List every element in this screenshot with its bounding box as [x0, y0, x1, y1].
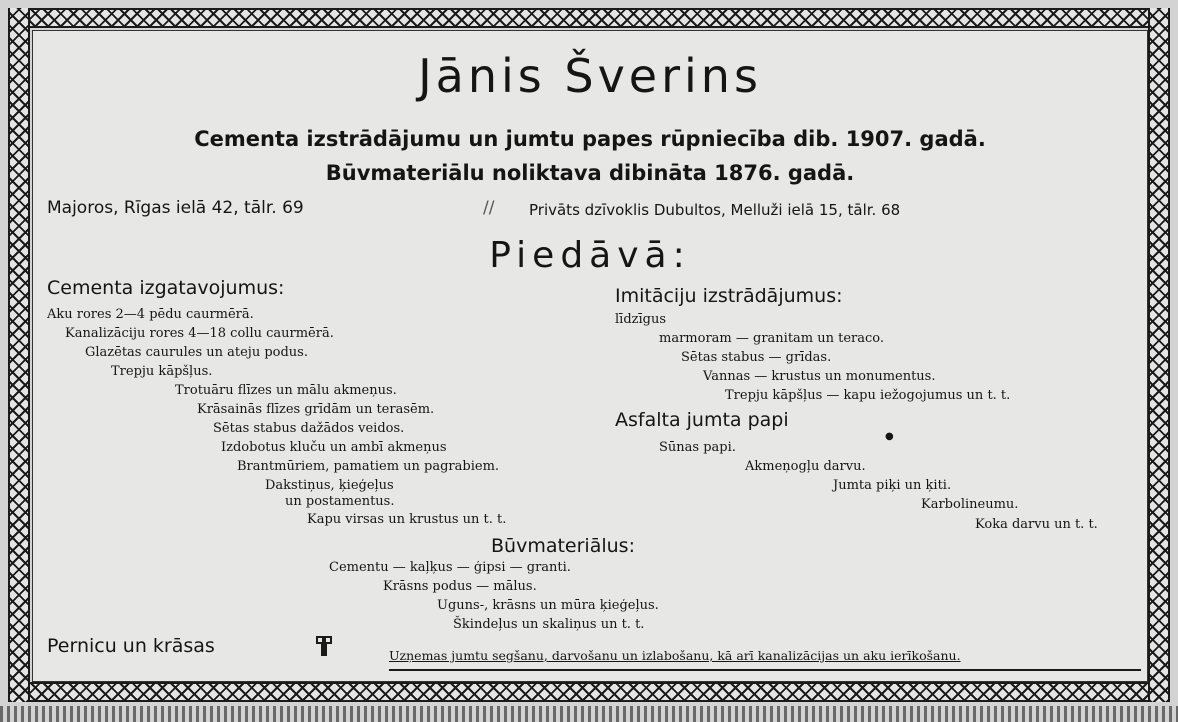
- address-dubulti: Privāts dzīvoklis Dubultos, Melluži ielā 15, tālr. 68: [529, 201, 901, 219]
- ornamental-border-top: [8, 8, 1170, 28]
- building-item: Cementu — kaļķus — ģipsi — granti.: [329, 560, 571, 575]
- cement-item: Brantmūriem, pamatiem un pagrabiem.: [237, 459, 500, 474]
- asphalt-item: Jumta piķi un ķiti.: [833, 478, 952, 493]
- cement-item: Kapu virsas un krustus un t. t.: [307, 512, 507, 527]
- cement-item: un postamentus.: [285, 494, 395, 509]
- imitation-item: Trepju kāpšļus — kapu iežogojumus un t. t.: [725, 388, 1011, 403]
- services-line: Uzņemas jumtu segšanu, darvošanu un izlabošanu, kā arī kanalizācijas un aku ierīkošanu.: [389, 648, 961, 663]
- subtitle-warehouse: Būvmateriālu noliktava dibināta 1876. gadā.: [325, 161, 855, 185]
- ornamental-border-bottom: [8, 682, 1170, 702]
- cement-item: Sētas stabus dažādos veidos.: [213, 421, 405, 436]
- building-item: Krāsns podus — mālus.: [383, 579, 537, 594]
- imitation-heading: Imitāciju izstrādājumus:: [615, 285, 843, 307]
- offer-heading: Piedāvā:: [489, 235, 691, 276]
- building-item: Uguns-, krāsns un mūra ķieģeļus.: [437, 598, 659, 613]
- cement-item: Kanalizāciju rores 4—18 collu caurmērā.: [65, 326, 334, 341]
- subtitle-factory: Cementa izstrādājumu un jumtu papes rūpniecība dib. 1907. gadā.: [194, 127, 986, 151]
- ornamental-border-left: [8, 8, 30, 702]
- address-majori: Majoros, Rīgas ielā 42, tālr. 69: [47, 198, 304, 218]
- asphalt-item: Akmeņogļu darvu.: [745, 459, 866, 474]
- imitation-item: marmoram — granitam un teraco.: [659, 331, 885, 346]
- cement-item: Trepju kāpšļus.: [111, 364, 213, 379]
- cement-item: Dakstiņus, ķieģeļus: [265, 478, 394, 493]
- bullet-mark: ●: [885, 431, 894, 442]
- asphalt-heading: Asfalta jumta papi: [615, 409, 789, 431]
- asphalt-item: Karbolineumu.: [921, 497, 1019, 512]
- address-separator: //: [483, 198, 495, 218]
- imitation-item: Sētas stabus — grīdas.: [681, 350, 832, 365]
- cement-item: Aku rores 2—4 pēdu caurmērā.: [47, 307, 254, 322]
- ornamental-border-right: [1148, 8, 1170, 702]
- cement-heading: Cementa izgatavojumus:: [47, 277, 285, 299]
- company-name: Jānis Šverins: [418, 49, 762, 103]
- asphalt-item: Sūnas papi.: [659, 440, 736, 455]
- cement-item: Krāsainās flīzes grīdām un terasēm.: [197, 402, 435, 417]
- next-column-strip: [0, 706, 1178, 722]
- emblem-icon: [315, 635, 333, 657]
- building-heading: Būvmateriālus:: [491, 535, 635, 557]
- cement-item: Glazētas caurules un ateju podus.: [85, 345, 308, 360]
- imitation-item: Vannas — krustus un monumentus.: [703, 369, 936, 384]
- cement-item: Izdobotus kluču un ambī akmeņus: [221, 440, 447, 455]
- advertisement-panel: [32, 30, 1148, 682]
- cement-item: Trotuāru flīzes un mālu akmeņus.: [175, 383, 397, 398]
- services-underline: [389, 669, 1141, 671]
- asphalt-item: Koka darvu un t. t.: [975, 517, 1098, 532]
- paints-line: Pernicu un krāsas: [47, 635, 215, 657]
- imitation-item: līdzīgus: [615, 312, 667, 327]
- building-item: Škindeļus un skaliņus un t. t.: [453, 617, 645, 632]
